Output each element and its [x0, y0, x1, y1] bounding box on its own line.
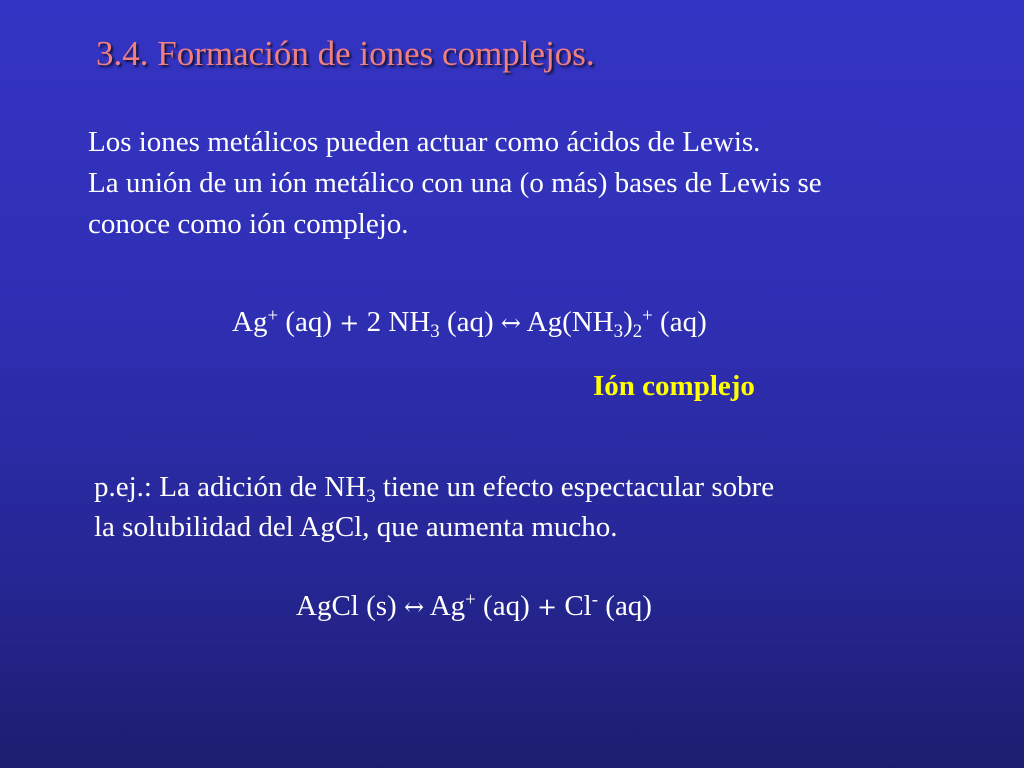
- dissolution-equation: [296, 590, 652, 623]
- silver-chloride-term: AgCl (s): [296, 590, 404, 622]
- chloride-symbol: Cl: [557, 590, 592, 622]
- example-line-1: [94, 467, 774, 507]
- intro-line-3: conoce como ión complejo.: [88, 208, 409, 240]
- example-paragraph: [94, 467, 774, 547]
- aq-state-2: (aq): [598, 590, 652, 622]
- plus-sign: +: [536, 593, 558, 621]
- intro-paragraph: [88, 122, 822, 245]
- silver-symbol: Ag: [232, 306, 268, 338]
- complex-formation-equation: [232, 305, 707, 343]
- silver-charge: +: [465, 589, 476, 611]
- complex-count-subscript: 2: [632, 321, 643, 343]
- complex-nh3-subscript: 3: [613, 321, 624, 343]
- complex-paren: ): [623, 306, 633, 338]
- example-nh3-subscript: 3: [366, 486, 376, 508]
- ammonia-term: 2 NH: [359, 306, 431, 338]
- equilibrium-arrow-icon: ↔: [403, 593, 425, 621]
- complex-charge: +: [642, 305, 653, 327]
- silver-symbol: Ag: [424, 590, 466, 622]
- chloride-charge: -: [591, 589, 599, 611]
- intro-line-1: Los iones metálicos pueden actuar como ácidos de Lewis.: [88, 126, 761, 158]
- example-line-2: la solubilidad del AgCl, que aumenta mucho.: [94, 511, 618, 543]
- silver-charge: +: [267, 305, 279, 327]
- aq-state-1: (aq): [278, 306, 340, 338]
- plus-sign: +: [339, 309, 360, 337]
- aq-state-1: (aq): [475, 590, 537, 622]
- aq-state-3: (aq): [652, 306, 707, 338]
- example-line-1-start: p.ej.: La adición de NH: [94, 471, 367, 503]
- equilibrium-arrow-icon: ↔: [500, 309, 521, 337]
- slide-title: 3.4. Formación de iones complejos.: [96, 34, 595, 73]
- aq-state-2: (aq): [439, 306, 501, 338]
- complex-ion-label: Ión complejo: [593, 370, 755, 402]
- intro-line-2: La unión de un ión metálico con una (o más) bases de Lewis se: [88, 167, 822, 199]
- complex-ion-term: Ag(NH: [521, 306, 614, 338]
- example-line-1-end: tiene un efecto espectacular sobre: [375, 471, 775, 503]
- ammonia-subscript: 3: [430, 321, 440, 343]
